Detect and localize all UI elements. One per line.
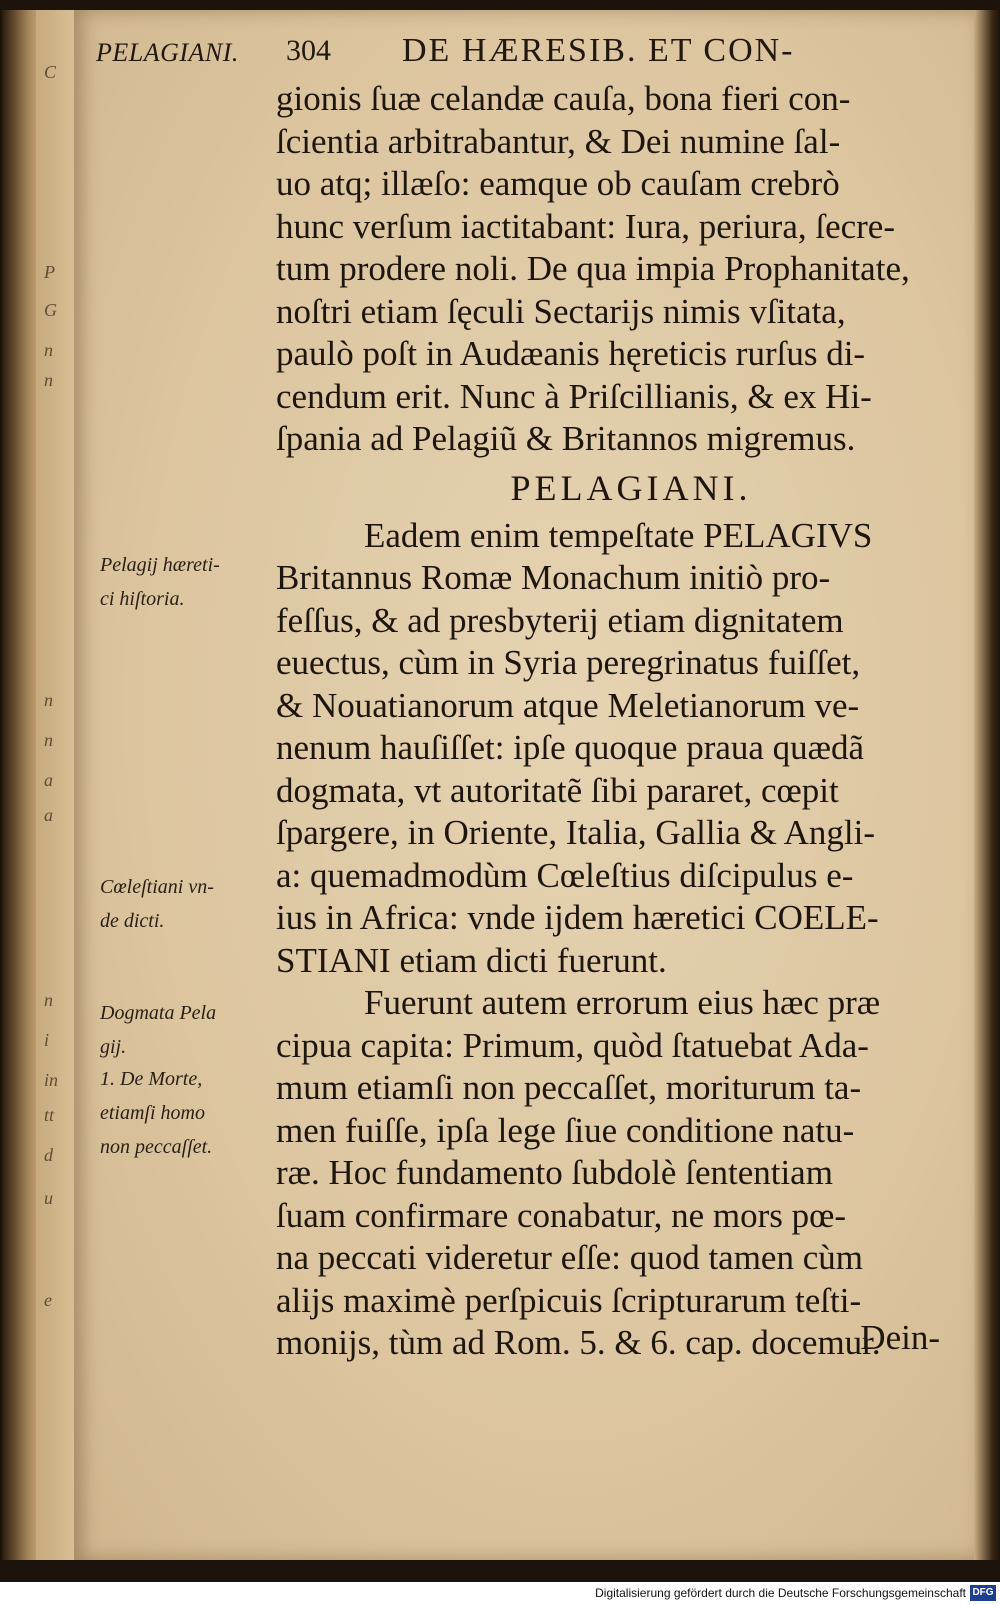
- dfg-logo: DFG: [970, 1585, 996, 1601]
- book-spine-edge: [2, 10, 36, 1560]
- fragment-glyph: e: [44, 1290, 52, 1310]
- text-line: feſſus, & ad presbyterij etiam dignitatem: [276, 600, 844, 640]
- section-heading: PELAGIANI.: [510, 467, 752, 508]
- text-line: dogmata, vt autoritatẽ ſibi pararet, cœpit: [276, 770, 839, 810]
- main-text-block: [276, 78, 946, 1365]
- fragment-glyph: in: [44, 1070, 59, 1090]
- text-line: paulò poſt in Audæanis hęreticis rurſus di-: [276, 334, 866, 373]
- margin-note-line: non peccaſſet.: [100, 1136, 213, 1158]
- text-line: euectus, cùm in Syria peregrinatus fuiſſet,: [276, 643, 861, 682]
- margin-note-line: etiamſi homo: [100, 1102, 205, 1124]
- fragment-glyph: C: [44, 62, 57, 82]
- margin-note-line: Dogmata Pela: [100, 1002, 217, 1024]
- text-line: cendum erit. Nunc à Priſcillianis, & ex Hi-: [276, 376, 872, 416]
- fragment-glyph: a: [44, 805, 53, 825]
- margin-note-pelagius-history: [100, 548, 280, 616]
- paragraph-first-line: Eadem enim tempeſtate PELAGIVS: [364, 515, 873, 555]
- fragment-glyph: P: [44, 262, 55, 282]
- running-head-title: DE HÆRESIB. ET CON-: [402, 32, 795, 69]
- fragment-glyph: u: [44, 1188, 53, 1208]
- text-line: alijs maximè perſpicuis ſcripturarum teſti-: [276, 1280, 862, 1320]
- text-line: ræ. Hoc fundamento ſubdolè ſententiam: [276, 1153, 833, 1192]
- text-line: uo atq; illæſo: eamque ob cauſam crebrò: [276, 164, 840, 203]
- text-line: & Nouatianorum atque Meletianorum ve-: [276, 685, 860, 725]
- fragment-glyph: n: [44, 690, 53, 710]
- margin-note-line: de dicti.: [100, 910, 165, 932]
- text-line: hunc verſum iactitabant: Iura, periura, ſecre-: [276, 206, 895, 246]
- text-line: tum prodere noli. De qua impia Prophanitate,: [276, 249, 910, 288]
- text-line: gionis ſuæ celandæ cauſa, bona fieri con-: [276, 79, 851, 118]
- text-line: monijs, tùm ad Rom. 5. & 6. cap. docemur.: [276, 1323, 881, 1362]
- margin-note-line: Cœleſtiani vn-: [100, 876, 214, 898]
- text-line: ſpania ad Pelagiũ & Britannos migremus.: [276, 419, 856, 458]
- digitization-footer: [0, 1582, 1000, 1605]
- text-line: Britannus Romæ Monachum initiò pro-: [276, 558, 831, 597]
- text-line: noſtri etiam ſęculi Sectarijs nimis vſitata,: [276, 291, 846, 331]
- fragment-glyph: tt: [44, 1105, 55, 1125]
- dfg-credit-text: Digitalisierung gefördert durch die Deutsche Forschungsgemeinschaft: [595, 1586, 966, 1600]
- text-line: na peccati videretur eſſe: quod tamen cùm: [276, 1238, 863, 1277]
- text-line: a: quemadmodùm Cœleſtius diſcipulus e-: [276, 855, 854, 895]
- margin-note-line: ci hiſtoria.: [100, 588, 185, 610]
- fragment-glyph: d: [44, 1145, 53, 1165]
- fragment-glyph: n: [44, 730, 53, 750]
- running-head-section: PELAGIANI.: [96, 38, 239, 67]
- running-head: [96, 30, 936, 74]
- fragment-glyph: G: [44, 300, 57, 320]
- facing-page-fragments: [36, 10, 74, 1560]
- text-line: ſcientia arbitrabantur, & Dei numine ſal-: [276, 121, 841, 161]
- margin-note-de-morte: [100, 1062, 280, 1164]
- text-line: ſuam confirmare conabatur, ne mors pœ-: [276, 1195, 847, 1235]
- fragment-glyph: n: [44, 370, 53, 390]
- margin-note-line: 1. De Morte,: [100, 1068, 203, 1090]
- text-line: cipua capita: Primum, quòd ſtatuebat Ada-: [276, 1025, 869, 1065]
- margin-note-line: Pelagij hæreti-: [100, 554, 220, 576]
- fragment-glyph: i: [44, 1030, 50, 1050]
- fragment-glyph: a: [44, 770, 53, 790]
- paragraph-first-line: Fuerunt autem errorum eius hæc præ: [364, 983, 881, 1022]
- text-line: nenum hauſiſſet: ipſe quoque praua quædã: [276, 728, 865, 767]
- margin-note-coelestiani: [100, 870, 280, 938]
- page-right-edge: [974, 10, 1000, 1560]
- page-number: 304: [286, 34, 331, 67]
- margin-note-dogmata: [100, 996, 280, 1064]
- fragment-glyph: n: [44, 990, 53, 1010]
- text-line: STIANI etiam dicti fuerunt.: [276, 940, 667, 980]
- text-line: ſpargere, in Oriente, Italia, Gallia & Angli-: [276, 813, 876, 852]
- text-line: men fuiſſe, ipſa lege ſiue conditione natu-: [276, 1110, 855, 1150]
- text-line: ius in Africa: vnde ijdem hæretici COELE-: [276, 898, 879, 937]
- fragment-glyph: n: [44, 340, 53, 360]
- text-line: mum etiamſi non peccaſſet, moriturum ta-: [276, 1068, 862, 1107]
- margin-note-line: gij.: [100, 1036, 127, 1058]
- catchword: Dein-: [860, 1318, 940, 1357]
